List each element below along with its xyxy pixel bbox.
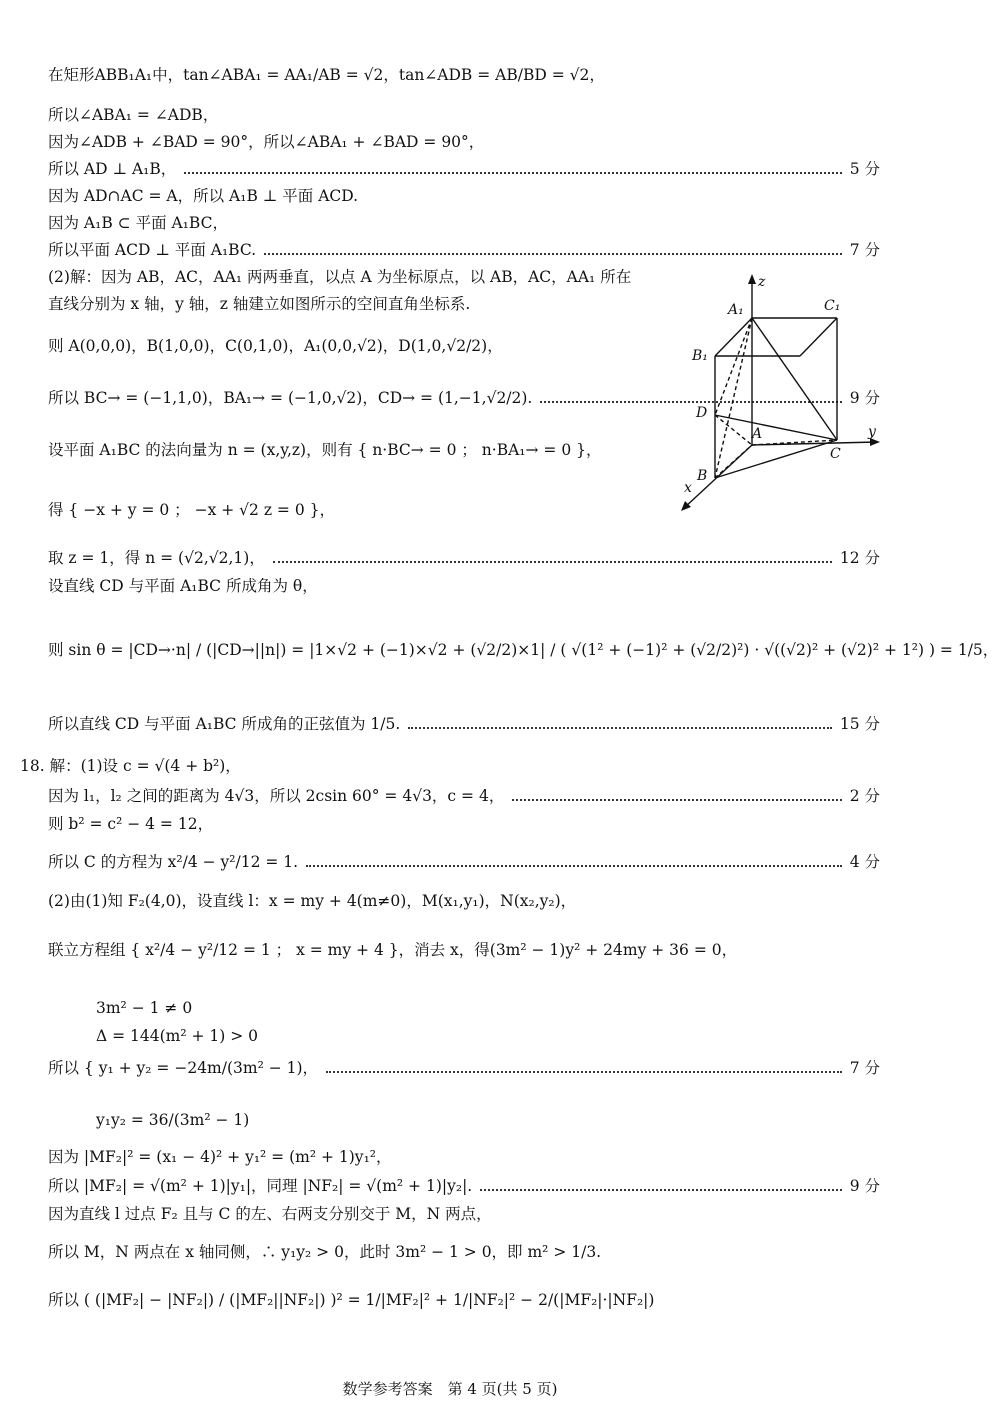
solution-line — [48, 213, 228, 233]
label-B1: B₁ — [692, 348, 708, 364]
line-text: 在矩形ABB₁A₁中，tan∠ABA₁ = AA₁/AB = √2，tan∠ADB = AB/BD = √2， — [48, 66, 605, 84]
leader-dots — [273, 561, 832, 563]
solution-line — [48, 576, 318, 596]
line-text: 所以 C 的方程为 x²/4 − y²/12 = 1. — [48, 853, 299, 871]
score-points: 4 分 — [849, 853, 880, 871]
line-text: 所以 ( (|MF₂| − |NF₂|) / (|MF₂||NF₂|) )² = 1/|MF₂|² + 1/|NF₂|² − 2/(|MF₂|·|NF₂|) — [48, 1291, 655, 1309]
solution-line — [48, 336, 503, 356]
solution-line — [48, 1058, 880, 1078]
line-text: 3m² − 1 ≠ 0 — [96, 999, 193, 1017]
line-text: (2)由(1)知 F₂(4,0)，设直线 l：x = my + 4(m≠0)，M(x₁,y₁)，N(x₂,y₂)， — [48, 892, 577, 910]
line-text: 因为∠ADB + ∠BAD = 90°，所以∠ABA₁ + ∠BAD = 90°， — [48, 133, 485, 151]
solution-line — [48, 714, 880, 734]
label-D: D — [696, 405, 708, 421]
solution-line — [48, 940, 737, 960]
line-text: 所以∠ABA₁ = ∠ADB， — [48, 106, 219, 124]
label-B: B — [697, 468, 708, 484]
leader-dots — [480, 1189, 841, 1191]
line-text: 则 A(0,0,0)，B(1,0,0)，C(0,1,0)，A₁(0,0,√2)，D(1,0,√2/2)， — [48, 337, 503, 355]
solution-line — [48, 814, 213, 834]
solution-line — [96, 1026, 258, 1046]
label-y: y — [868, 424, 876, 440]
prism-coordinate-figure — [672, 270, 887, 520]
line-text: 所以 AD ⊥ A₁B， — [48, 160, 177, 178]
score-points: 7 分 — [849, 1059, 880, 1077]
leader-dots — [512, 799, 841, 801]
solution-line — [48, 294, 470, 314]
solution-line — [48, 186, 358, 206]
line-text: 所以 M，N 两点在 x 轴同侧，∴ y₁y₂ > 0，此时 3m² − 1 > 0，即 m² > 1/3. — [48, 1243, 602, 1261]
solution-line — [48, 891, 576, 911]
line-text: 得 { −x + y = 0 ； −x + √2 z = 0 }， — [48, 501, 335, 519]
line-text: 取 z = 1，得 n = (√2,√2,1)， — [48, 549, 265, 567]
solution-line — [48, 640, 998, 660]
score-points: 5 分 — [849, 160, 880, 178]
line-text: 所以 BC→ = (−1,1,0)，BA₁→ = (−1,0,√2)，CD→ = (1,−1,√2/2). — [48, 389, 533, 407]
leader-dots — [326, 1071, 842, 1073]
line-text: 则 sin θ = |CD→·n| / (|CD→||n|) = |1×√2 + (−1)×√2 + (√2/2)×1| / ( √(1² + (−1)² + (√2/2)²) · √((√2)² + (√2)² + 1²) ) = 1/5， — [48, 641, 998, 659]
line-text: 因为 AD∩AC = A，所以 A₁B ⊥ 平面 ACD. — [48, 187, 359, 205]
label-C: C — [830, 446, 841, 462]
solution-line — [96, 998, 192, 1018]
solution-line — [48, 786, 880, 806]
line-text: 因为 |MF₂|² = (x₁ − 4)² + y₁² = (m² + 1)y₁²， — [48, 1148, 392, 1166]
solution-line — [48, 440, 602, 460]
line-text: 直线分别为 x 轴，y 轴，z 轴建立如图所示的空间直角坐标系. — [48, 295, 471, 313]
y-axis — [752, 442, 877, 445]
leader-dots — [264, 253, 842, 255]
line-text: 18. 解：(1)设 c = √(4 + b²)， — [20, 757, 241, 775]
score-points: 2 分 — [849, 787, 880, 805]
line-text: 所以 |MF₂| = √(m² + 1)|y₁|，同理 |NF₂| = √(m² + 1)|y₂|. — [48, 1177, 473, 1195]
solution-line — [48, 240, 880, 260]
line-text: 设平面 A₁BC 的法向量为 n = (x,y,z)，则有 { n·BC→ = 0 ； n·BA₁→ = 0 }， — [48, 441, 602, 459]
label-C1: C₁ — [824, 298, 841, 314]
label-z: z — [758, 274, 766, 290]
solution-line — [48, 1242, 601, 1262]
score-points: 15 分 — [839, 715, 880, 733]
label-A1: A₁ — [728, 302, 744, 318]
line-text: 则 b² = c² − 4 = 12， — [48, 815, 214, 833]
solution-line — [48, 548, 880, 568]
solution-line — [48, 132, 484, 152]
line-text: 因为直线 l 过点 F₂ 且与 C 的左、右两支分别交于 M，N 两点， — [48, 1205, 492, 1223]
line-text: 因为 A₁B ⊂ 平面 A₁BC， — [48, 214, 228, 232]
score-points: 12 分 — [839, 549, 880, 567]
solution-line — [48, 1204, 492, 1224]
page-footer: 数学参考答案 第 4 页(共 5 页) — [342, 1380, 558, 1398]
line-text: 设直线 CD 与平面 A₁BC 所成角为 θ， — [48, 577, 318, 595]
score-points: 7 分 — [849, 241, 880, 259]
solution-line — [48, 1147, 392, 1167]
line-text: 联立方程组 { x²/4 − y²/12 = 1 ； x = my + 4 }，消去 x，得(3m² − 1)y² + 24my + 36 = 0， — [48, 941, 738, 959]
leader-dots — [306, 865, 842, 867]
solution-line — [48, 159, 880, 179]
label-x: x — [684, 480, 692, 496]
solution-line — [48, 852, 880, 872]
line-text: 所以平面 ACD ⊥ 平面 A₁BC. — [48, 241, 257, 259]
line-text: 所以 { y₁ + y₂ = −24m/(3m² − 1)， — [48, 1059, 319, 1077]
solution-line — [20, 756, 241, 776]
score-points: 9 分 — [849, 1177, 880, 1195]
line-text: Δ = 144(m² + 1) > 0 — [96, 1027, 259, 1045]
score-points: 9 分 — [849, 389, 880, 407]
line-text: 因为 l₁，l₂ 之间的距离为 4√3，所以 2csin 60° = 4√3，c = 4， — [48, 787, 505, 805]
solution-line — [48, 105, 218, 125]
solution-line — [96, 1110, 249, 1130]
label-A: A — [752, 426, 763, 442]
leader-dots — [408, 727, 832, 729]
solution-line — [48, 267, 631, 287]
solution-line — [48, 65, 605, 85]
solution-line — [48, 500, 335, 520]
line-text: y₁y₂ = 36/(3m² − 1) — [96, 1111, 250, 1129]
line-text: (2)解：因为 AB，AC，AA₁ 两两垂直，以点 A 为坐标原点，以 AB，AC，AA₁ 所在 — [48, 268, 632, 286]
solution-line — [48, 1290, 654, 1310]
line-text: 所以直线 CD 与平面 A₁BC 所成角的正弦值为 1/5. — [48, 715, 401, 733]
solution-line — [48, 1176, 880, 1196]
leader-dots — [184, 172, 841, 174]
